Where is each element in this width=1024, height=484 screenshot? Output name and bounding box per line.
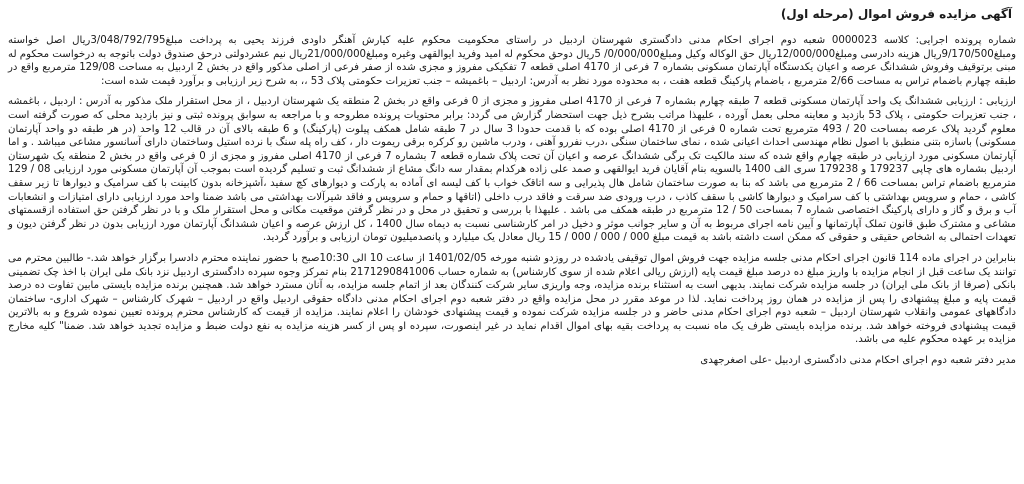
auction-terms-paragraph: بنابراین در اجرای ماده 114 قانون اجرای احکام مدنی جلسه مزایده جهت فروش اموال توقیفی یادشده در روزدو شنبه مورخه 1401/02/05 از ساعت 10 الی 10:30صبح با حضور نماینده محترم دادسرا برگزار خواهد شد.- طالبین محترم می توانند یک ساعت قبل از انجام مزایده با واریز مبلغ ده درصد مبلغ قیمت پایه (ارزش ریالی اعلام شده از سوی کارشناس) به شماره حساب 2171290841006 بنام تمرکز وجوه سپرده دادگستری اردبیل نزد بانک ملی ایران با اخذ چک تضمینی بانکی (صرفا از بانک ملی ایران) در جلسه مزایده شرکت نمایند. بدیهی است به استثناء برنده مزایده، وجه واریزی سایر شرکت کنندگان بعد از اتمام جلسه مزایده، به آنان مسترد خواهد شد. همچنین برنده مزایده بایستی مابین تفاوت ده درصد قیمت پایه و مبلغ پیشنهادی را پس از مزایده در همان روز پرداخت نماید. لذا در موعد مقرر در محل مزایده واقع در دفتر شعبه دوم اجرای احکام مدنی دادگاه حقوقی اردبیل واقع در اردبیل – شهرک کارشناس – شهرک اداری- ساختمان دادگاههای عمومی وانقلاب شهرستان اردبیل – شعبه دوم اجرای احکام مدنی حاضر و در جلسه مزایده شرکت نموده و قیمت پیشنهادی خودشان را اعلام نمایند. مزایده از قیمت که کارشناس محترم پرونده تعیین نموده شروع و به بالاترین قیمت پیشنهادی فروخته خواهد شد. برنده مزایده بایستی ظرف یک ماه نسبت به پرداخت بقیه بهای اموال اقدام نماید در غیر اینصورت، سپرده او پس از کسر هزینه مزایده به نفع دولت ضبط و مزایده تجدید خواهد شد. ضمنا" کلیه مخارج مزایده بر عهده محکوم علیه می باشد. [8, 252, 1017, 346]
appraisal-paragraph: ارزیابی : ارزیابی ششدانگ یک واحد آپارتمان مسکونی قطعه 7 طبقه چهارم بشماره 7 فرعی از 4170 اصلی مفروز و مجزی از 0 فرعی واقع در بخش 2 منطقه یک شهرستان اردبیل ، از محل استقرار ملک مذکور به آدرس : اردبیل ، باغمشه ، جنب تعزیرات حکومتی ، پلاک 53 بازدید و معاینه محلی بعمل آورده ، علیهذا مراتب بشرح ذیل جهت استحضار گزارش می گردد: برابر محتویات پرونده مطروحه و با مراجعه به سوابق پرونده ثبتی و نیز بازدید محلی که صورت گرفته است معلوم گردید پلاک عرصه بمساحت 20 / 493 مترمربع تحت شماره 0 فرعی از 4170 اصلی بوده که با قدمت حدودا 3 سال در 7 طبقه شامل همکف پیلوت (پارکینگ) و 6 طبقه بالای آن در قالب 12 واحد (در هر طبقه دو واحد آپارتمان مسکونی) باسازه بتنی منطبق با اصول نظام مهندسی احداث اعیانی شده ، نمای ساختمان سنگی ،درب نفررو آهنی ، ودرب ماشین رو کرکره برقی ریموت دار ، کف راه پله سنگ با نرده استیل وساختمان دارای آسانسور مشاعی میباشد . و اما آپارتمان مسکونی مورد ارزیابی در طبقه چهارم واقع شده که سند مالکیت تک برگی ششدانگ عرصه و اعیان آن تحت پلاک شماره قطعه 7 بشماره 7 فرعی از 4170 اصلی مفروز و مجزی از 0 فرعی واقع در بخش 2 منطقه یک شهرستان اردبیل بشماره های چاپی 179237 و 179238 سری الف 1400 بالسویه بنام آقایان فرید ایوالقهی و صمد علی زاده هرکدام بمقدار سه دانگ مشاع از ششدانگ ثبت و تسلیم گردیده است بموجب آن آپارتمان مسکونی مورد ارزیابی 08 / 129 مترمربع باضمام تراس بمساحت 66 / 2 مترمربع می باشد که بنا به صورت ساختمان شامل هال پذیرایی و سه اتاقک خواب با کف لیسه ای آماده به پارکت و دیوارهای کچ سفید ،آشپزخانه بدون کابینت با کف سرامیک و دیوارها تا زیر سقف کاشی ، حمام و سرویس بهداشتی با کف سرامیک و دیوارها کاشی با سقف کاذب ، درب ورودی ضد سرقت و فاقد درب داخلی (اتاقها و حمام و سرویس و فاقد شیرآلات بهداشتی می باشد ضمنا واحد مورد ارزیابی دارای امتیازات و انشعابات آب و برق و گاز و دارای پارکینگ اختصاصی شماره 7 بمساحت 50 / 12 مترمربع در طبقه همکف می باشد . علیهذا با بررسی و تحقیق در محل و در نظر گرفتن موقعیت مکانی و محل استقرار ملک و با در نظر گرفتن حق استفاده ازقسمتهای مشاعی و مشترک طبق قانون تملک آپارتمانها و آیین نامه اجرای مربوط به آن و سایر جوانب موثر و دخیل در امر کارشناسی نسبت به دیماه سال 1400 ، کل ارزش عرصه و اعیان ششدانگ آپارتمان مورد ارزیابی بدون در نظر گرفتن دیون و تعهدات احتمالی به اشخاص حقیقی و حقوقی که ممکن است داشته باشد به قیمت مبلغ 000 / 000 / 000 / 15 ریال معادل یک میلیارد و پانصدمیلیون تومان ارزیابی و برآورد گردید. [8, 96, 1017, 244]
signature-line: مدیر دفتر شعبه دوم اجرای احکام مدنی دادگستری اردبیل -علی اصغرجهدی [700, 355, 1016, 367]
notice-title: آگهی مزایده فروش اموال (مرحله اول) [780, 7, 1012, 21]
case-paragraph: شماره پرونده اجرایی: کلاسه 0000023 شعبه دوم اجرای احکام مدنی دادگستری شهرستان اردبیل در راستای محکومیت محکوم علیه کیارش آهنگر داودی فرزند یحیی به پرداخت مبلغ3/048/792/795ریال اصل خواسته ومبلغ9/170/500ریال هزینه دادرسی ومبلغ12/000/000ریال حق الوکاله وکیل ومبلغ0/000/000/ 5ریال دوحق محکوم له امید وفرید ایوالقهی وغیره ومبلغ21/000/000ریال نیم عشردولتی درحق صندوق دولت باتوجه به درخواست محکوم له مبنی برتوقیف وفروش ششدانگ عرصه و اعیان یکدستگاه آپارتمان مسکونی بشماره 7 فرعی از 4170 اصلی قطعه 7 تفکیکی مفروز و مجزی شده از صفر فرعی از اصلی مذکور واقع در بخش 2 اردبیل به مساحت 129/08 مترمربع واقع در طبقه چهارم باضمام تراس به مساحت 2/66 مترمربع ، باضمام پارکینگ قطعه هفت ، به محدوده مورد نظر به آدرس: اردبیل – باغمیشه – جنب تعزیرات حکومتی پلاک 53 ،، به شرح زیر ارزیابی و برآورد قیمت شده است: [8, 35, 1017, 87]
